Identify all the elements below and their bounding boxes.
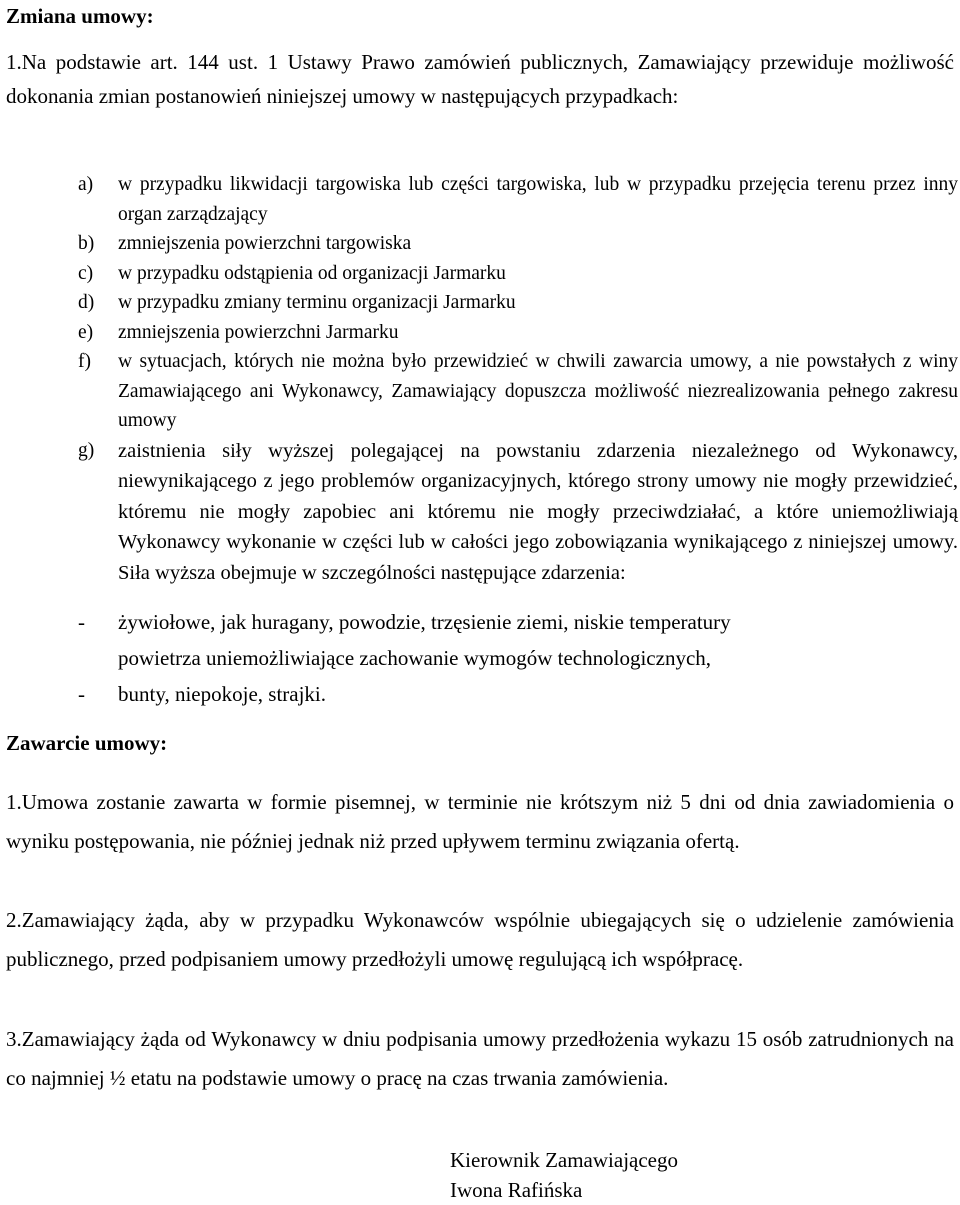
- list-item: [78, 604, 878, 676]
- dash-bullet: -: [78, 682, 85, 706]
- list-item-text: w sytuacjach, których nie można było przewidzieć w chwili zawarcia umowy, a nie powstałych z winy Zamawiającego ani Wykonawcy, Zamawiający dopuszcza możliwość niezrealizowania pełnego zakresu umowy: [118, 351, 958, 431]
- conclusion-paragraph-3: 3.Zamawiający żąda od Wykonawcy w dniu podpisania umowy przedłożenia wykazu 15 osób zatrudnionych na co najmniej ½ etatu na podstawie umowy o pracę na czas trwania zamówienia.: [6, 1027, 954, 1090]
- contract-change-intro: 1.Na podstawie art. 144 ust. 1 Ustawy Prawo zamówień publicznych, Zamawiający przewiduje możliwość dokonania zmian postanowień niniejszej umowy w następujących przypadkach:: [6, 50, 954, 108]
- list-item-text-continued: powietrza uniemożliwiające zachowanie wymogów technologicznych,: [118, 646, 712, 670]
- list-item-letter: b): [78, 233, 95, 254]
- list-item: [78, 347, 958, 436]
- list-item-text: bunty, niepokoje, strajki.: [118, 682, 327, 706]
- list-item-letter: d): [78, 292, 95, 313]
- list-item: [78, 259, 958, 289]
- conclusion-paragraph-1: 1.Umowa zostanie zawarta w formie pisemnej, w terminie nie krótszym niż 5 dni od dnia zawiadomienia o wyniku postępowania, nie później jednak niż przed upływem terminu związania ofertą.: [6, 790, 954, 853]
- list-item-text: zmniejszenia powierzchni targowiska: [118, 233, 412, 254]
- signature-name: Iwona Rafińska: [450, 1178, 583, 1202]
- list-item-letter: a): [78, 174, 94, 195]
- list-item-letter: f): [78, 351, 91, 372]
- list-item-text: zaistnienia siły wyższej polegającej na powstaniu zdarzenia niezależnego od Wykonawcy, niewynikającego z jego problemów organizacyjnych, którego strony umowy nie mogły przewidzieć, któremu nie mogły zapobiec ani któremu nie mogły przeciwdziałać, a które uniemożliwiają Wykonawcy wykonanie w części lub w całości jego zobowiązania wynikającego z niniejszej umowy. Siła wyższa obejmuje w szczególności następujące zdarzenia:: [118, 439, 958, 584]
- section-heading-contract-conclusion: Zawarcie umowy:: [6, 731, 168, 755]
- list-item-letter: e): [78, 321, 94, 343]
- force-majeure-events-list: [78, 604, 878, 712]
- dash-bullet: -: [78, 610, 85, 634]
- list-item: [78, 436, 958, 589]
- signature-title: Kierownik Zamawiającego: [450, 1148, 678, 1172]
- list-item: [78, 676, 878, 712]
- list-item-text: w przypadku odstąpienia od organizacji Jarmarku: [118, 262, 506, 284]
- list-item-text: zmniejszenia powierzchni Jarmarku: [118, 321, 399, 343]
- list-item-text: w przypadku zmiany terminu organizacji Jarmarku: [118, 292, 516, 313]
- list-item-text: w przypadku likwidacji targowiska lub części targowiska, lub w przypadku przejęcia terenu przez inny organ zarządzający: [118, 174, 958, 225]
- list-item: [78, 318, 958, 348]
- list-item: [78, 288, 958, 318]
- list-item: [78, 170, 958, 229]
- signature-block: [450, 1145, 678, 1205]
- section-heading-contract-change: Zmiana umowy:: [6, 4, 154, 28]
- list-item-text: żywiołowe, jak huragany, powodzie, trzęsienie ziemi, niskie temperatury: [118, 610, 731, 634]
- conclusion-paragraph-2: 2.Zamawiający żąda, aby w przypadku Wykonawców wspólnie ubiegających się o udzielenie zamówienia publicznego, przed podpisaniem umowy przedłożyli umowę regulującą ich współpracę.: [6, 908, 954, 971]
- change-cases-list: [78, 170, 958, 588]
- list-item-letter: c): [78, 262, 94, 284]
- list-item: [78, 229, 958, 259]
- list-item-letter: g): [78, 439, 95, 461]
